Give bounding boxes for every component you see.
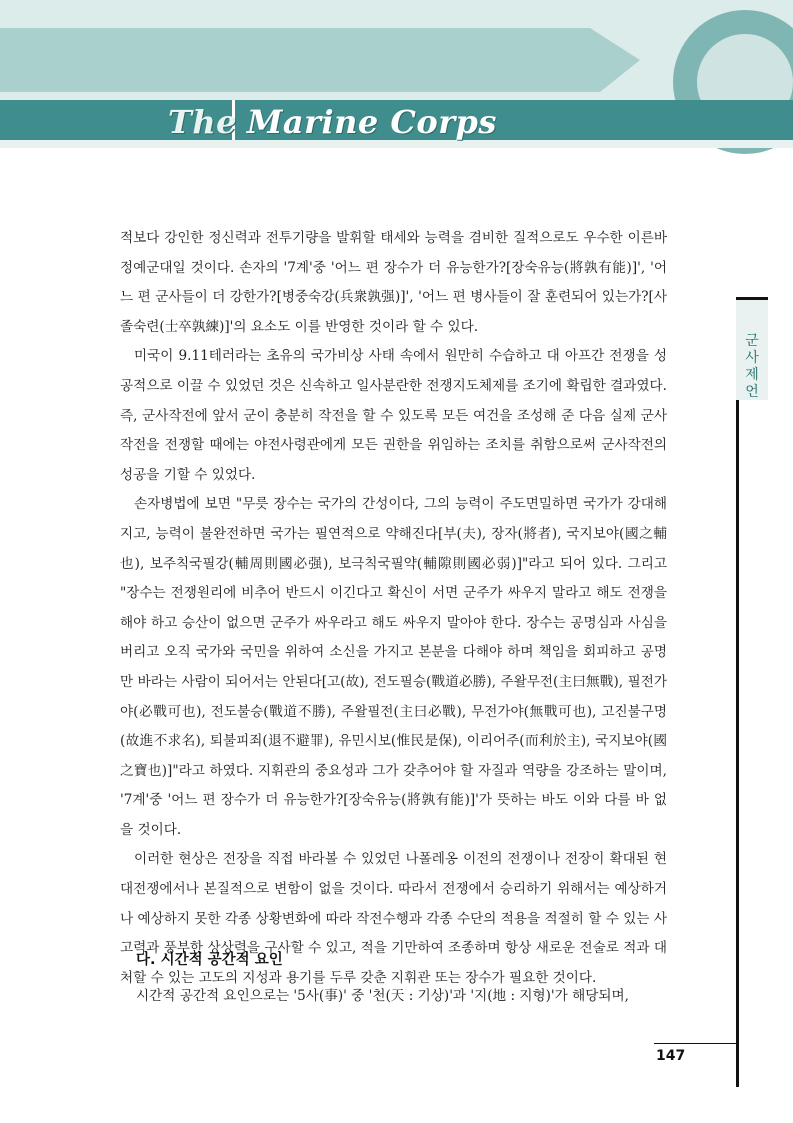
paragraph-2: 미국이 9.11테러라는 초유의 국가비상 사태 속에서 원만히 수습하고 대 아프간 전쟁을 성공적으로 이끌 수 있었던 것은 신속하고 일사분란한 전쟁지도체제를 조기에 확립한 결과였다. 즉, 군사작전에 앞서 군이 충분히 작전을 할 수 있도록 모든 여건을 조성해 준 다음 실제 군사작전을 전쟁할 때에는 야전사령관에게 모든 권한을 위임하는 조치를 취함으로써 군사작전의 성공을 기할 수 있었다.	[120, 348, 667, 483]
magazine-title	[168, 103, 497, 141]
page-number-rule	[654, 1043, 736, 1044]
paragraph-3: 손자병법에 보면 "무릇 장수는 국가의 간성이다, 그의 능력이 주도면밀하면 국가가 강대해지고, 능력이 불완전하면 국가는 필연적으로 약해진다[부(夫), 장자(將者), 국지보야(國之輔也), 보주칙국필강(輔周則國必强), 보극칙국필약(輔隙則國必弱)]"라고 되어 있다. 그리고 "장수는 전쟁원리에 비추어 반드시 이긴다고 확신이 서면 군주가 싸우지 말라고 해도 전쟁을 해야 하고 승산이 없으면 군주가 싸우라고 해도 싸우지 말아야 한다. 장수는 공명심과 사심을 버리고 오직 국가와 국민을 위하여 소신을 가지고 본분을 다해야 하며 책임을 회피하고 공명만 바라는 사람이 되어서는 안된다[고(故), 전도필승(戰道必勝), 주왈무전(主曰無戰), 필전가야(必戰可也), 전도불승(戰道不勝), 주왈필전(主曰必戰), 무전가야(無戰可也), 고진불구명(故進不求名), 퇴불피죄(退不避罪), 유민시보(惟民是保), 이리어주(而利於主), 국지보야(國之寶也)]"라고 하였다. 지휘관의 중요성과 그가 갖추어야 할 자질과 역량을 강조하는 말이며, '7계'중 '어느 편 장수가 더 유능한가?[장숙유능(將孰有能)]'가 뜻하는 바도 이와 다를 바 없을 것이다.	[120, 496, 667, 838]
header-light-arrow	[0, 28, 640, 92]
side-tab-label: 군사제언	[745, 333, 759, 400]
page-header-banner	[0, 0, 793, 160]
article-body	[120, 224, 667, 993]
header-bottom-strip	[0, 140, 793, 148]
paragraph-1: 적보다 강인한 정신력과 전투기량을 발휘할 태세와 능력을 겸비한 질적으로도 우수한 이른바 정예군대일 것이다. 손자의 '7계'중 '어느 편 장수가 더 유능한가?[장숙유능(將孰有能)]', '어느 편 군사들이 더 강한가?[병중숙강(兵衆孰强)]', '어느 편 병사들이 잘 훈련되어 있는가?[사졸숙련(士卒孰練)]'의 요소도 이를 반영한 것이라 할 수 있다.	[120, 230, 667, 335]
title-word-the: The	[168, 103, 237, 141]
paragraph-4: 이러한 현상은 전장을 직접 바라볼 수 있었던 나폴레옹 이전의 전쟁이나 전장이 확대된 현대전쟁에서나 본질적으로 변함이 없을 것이다. 따라서 전쟁에서 승리하기 위해서는 예상하거나 예상하지 못한 각종 상황변화에 따라 작전수행과 각종 수단의 적용을 적절히 할 수 있는 사고력과 풍부한 상상력을 구사할 수 있고, 적을 기만하여 조종하며 항상 새로운 전술로 적과 대처할 수 있는 고도의 지성과 용기를 두루 갖춘 지휘관 또는 장수가 필요한 것이다.	[120, 851, 667, 986]
section-heading: 다. 시간적 공간적 요인	[136, 952, 283, 968]
page-number: 147	[656, 1048, 686, 1064]
section-side-tab	[736, 297, 782, 1087]
side-rail	[736, 297, 739, 1087]
title-words-marine-corps: Marine Corps	[246, 103, 497, 141]
section-first-line: 시간적 공간적 요인으로는 '5사(事)' 중 '천(天 : 기상)'과 '지(地 : 지형)'가 해당되며,	[136, 988, 629, 1004]
